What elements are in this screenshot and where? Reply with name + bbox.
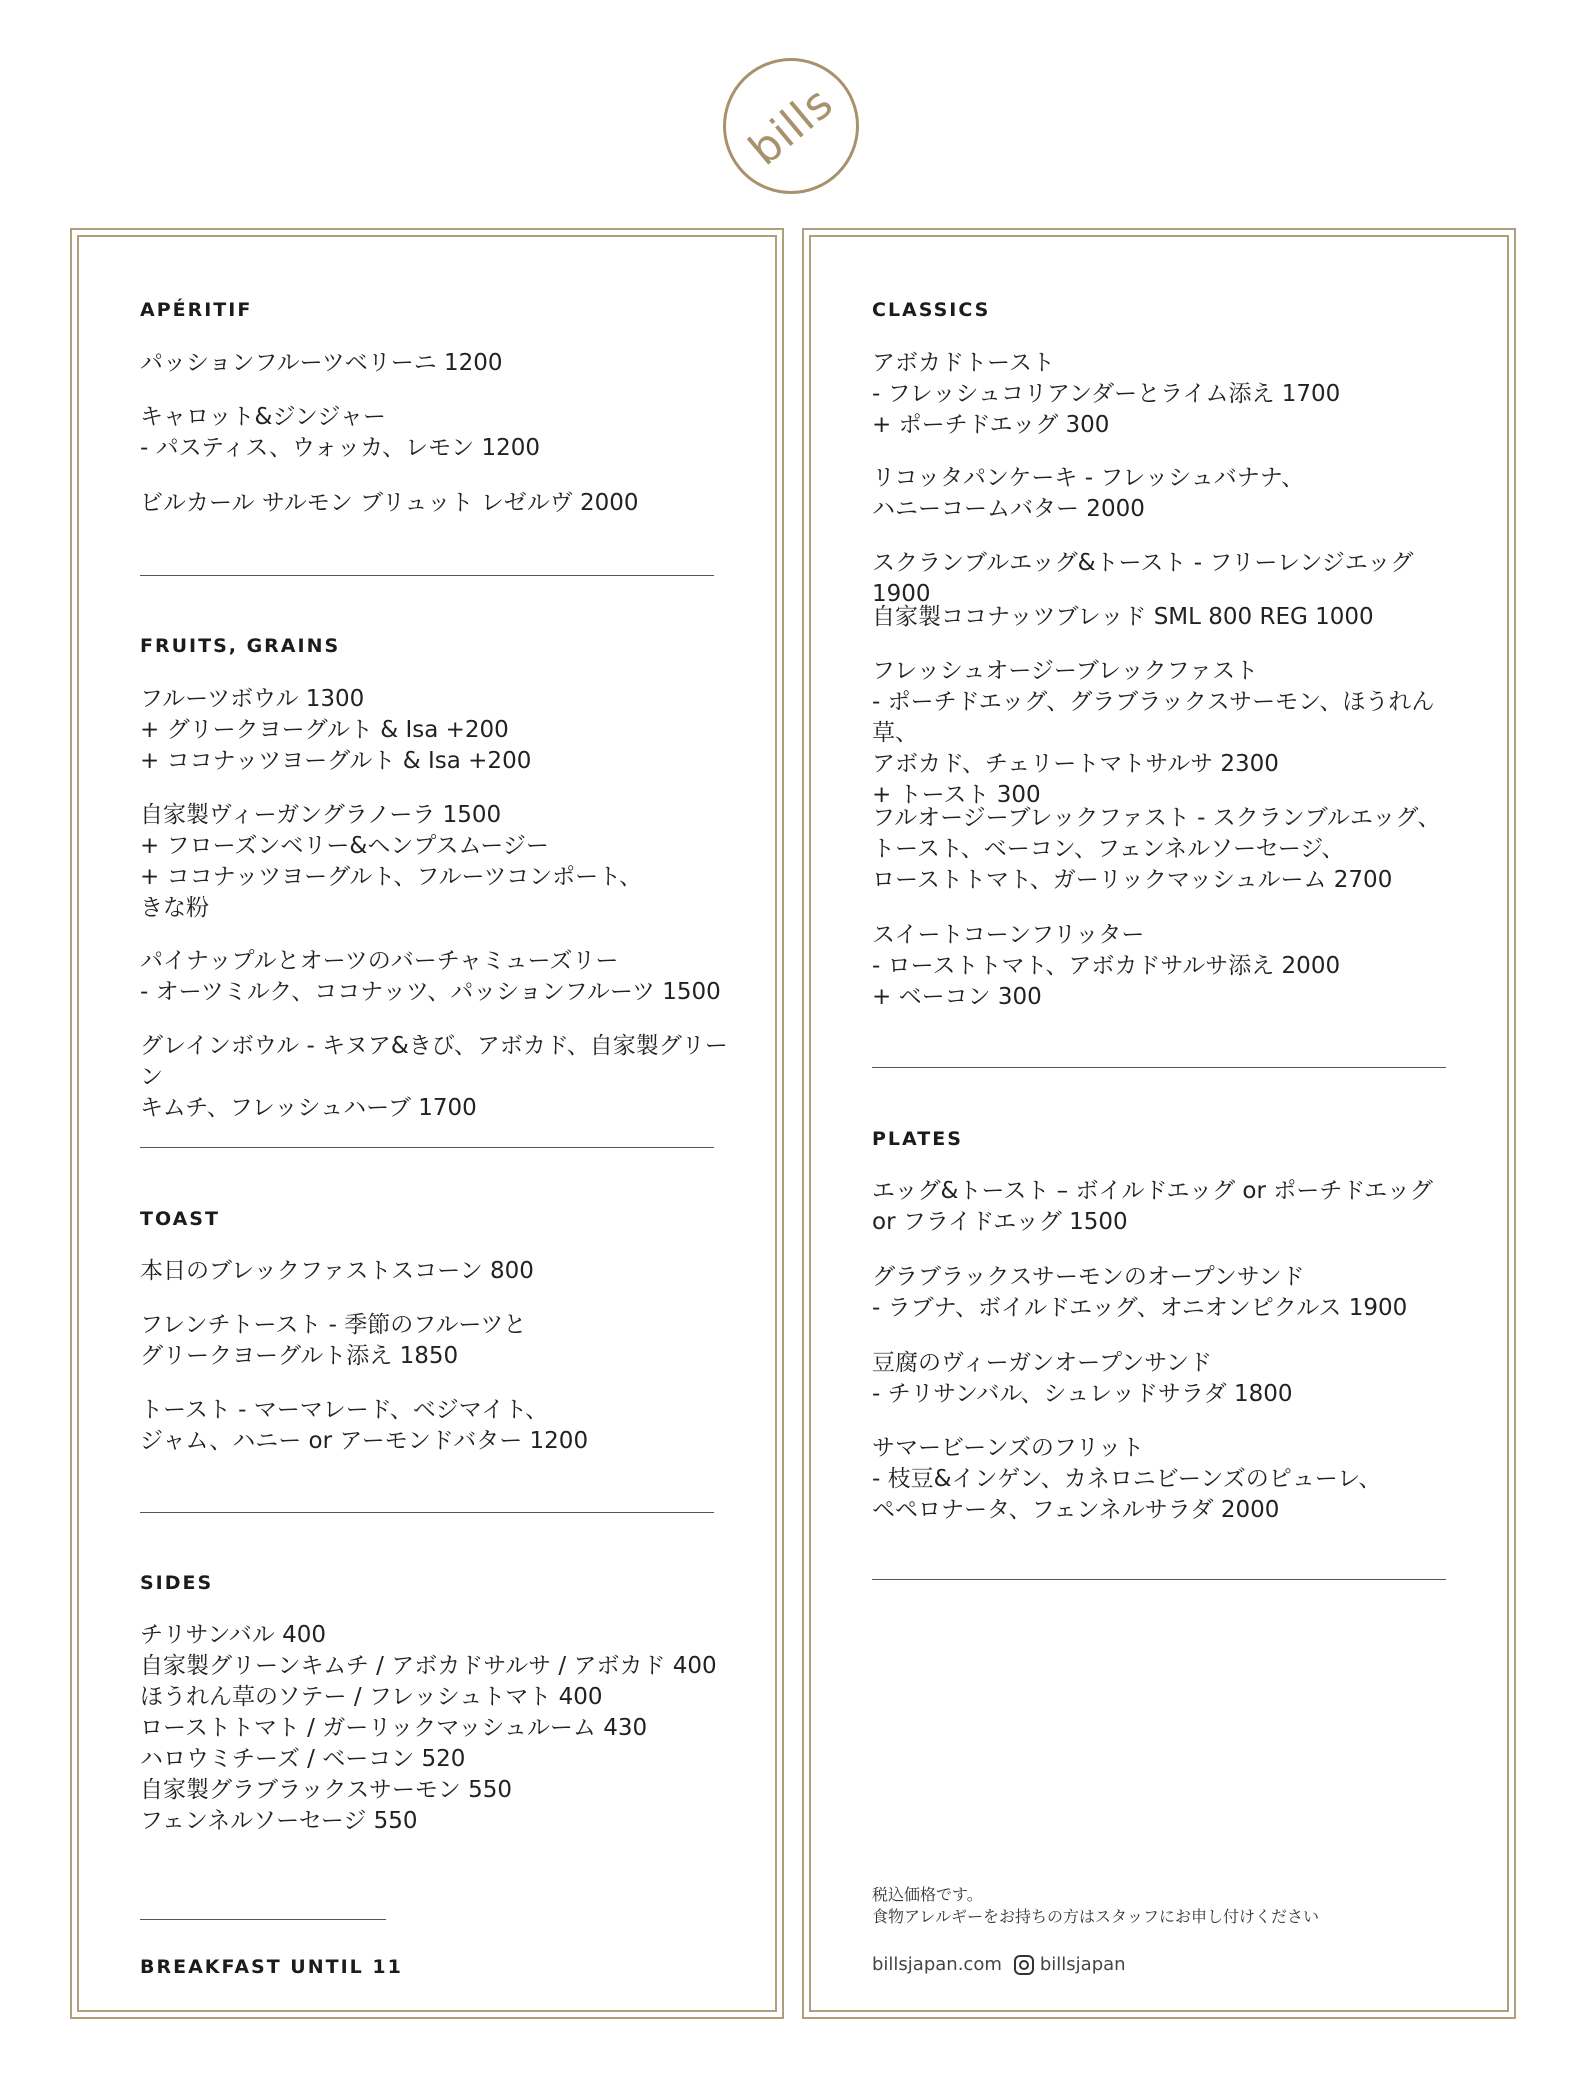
menu-item: スイートコーンフリッター - ローストトマト、アボカドサルサ添え 2000 + ベーコン 300	[872, 922, 1341, 1010]
section-divider	[140, 1512, 714, 1513]
menu-item: パッションフルーツベリーニ 1200	[140, 350, 503, 376]
menu-item: 自家製ヴィーガングラノーラ 1500 + フローズンベリー&ヘンプスムージー + ココナッツヨーグルト、フルーツコンポート、 きな粉	[140, 802, 642, 921]
menu-item: キャロット&ジンジャー - パスティス、ウォッカ、レモン 1200	[140, 404, 541, 461]
bills-logo	[723, 58, 859, 194]
menu-item: 本日のブレックファストスコーン 800	[140, 1258, 534, 1284]
menu-item: パイナップルとオーツのバーチャミューズリー - オーツミルク、ココナッツ、パッションフルーツ 1500	[140, 948, 721, 1005]
menu-item: フルオージーブレックファスト - スクランブルエッグ、 トースト、ベーコン、フェンネルソーセージ、 ローストトマト、ガーリックマッシュルーム 2700	[872, 805, 1441, 893]
section-title-toast: TOAST	[140, 1208, 220, 1230]
section-divider	[872, 1067, 1446, 1068]
logo-text: bills	[739, 76, 843, 176]
breakfast-hours: BREAKFAST UNTIL 11	[140, 1956, 403, 1978]
menu-item: 自家製ココナッツブレッド SML 800 REG 1000	[872, 604, 1374, 630]
menu-item: スクランブルエッグ&トースト - フリーレンジエッグ 1900	[872, 550, 1414, 607]
menu-item: ビルカール サルモン ブリュット レゼルヴ 2000	[140, 490, 639, 516]
section-divider	[140, 1147, 714, 1148]
instagram-icon	[1014, 1955, 1034, 1975]
section-divider	[872, 1579, 1446, 1580]
sides-list: チリサンバル 400 自家製グリーンキムチ / アボカドサルサ / アボカド 400 ほうれん草のソテー / フレッシュトマト 400 ローストトマト / ガーリックマッシュルーム 430 ハロウミチーズ / ベーコン 520 自家製グラブラックスサーモン 550 フェンネルソーセージ 550	[140, 1622, 717, 1834]
section-title-plates: PLATES	[872, 1128, 963, 1150]
section-title-aperitif: APÉRITIF	[140, 299, 253, 321]
price-allergy-note: 税込価格です。 食物アレルギーをお持ちの方はスタッフにお申し付けください	[872, 1885, 1319, 1926]
section-title-fruits-grains: FRUITS, GRAINS	[140, 635, 341, 657]
instagram-handle[interactable]: billsjapan	[1039, 1954, 1126, 1975]
right-menu-panel	[802, 228, 1516, 2019]
section-title-sides: SIDES	[140, 1572, 214, 1594]
section-divider	[140, 575, 714, 576]
menu-item: フレンチトースト - 季節のフルーツと グリークヨーグルト添え 1850	[140, 1312, 527, 1369]
menu-item: フレッシュオージーブレックファスト - ポーチドエッグ、グラブラックスサーモン、ほうれん草、 アボカド、チェリートマトサルサ 2300 + トースト 300	[872, 658, 1435, 808]
left-menu-panel	[70, 228, 784, 2019]
menu-item: エッグ&トースト – ボイルドエッグ or ポーチドエッグ or フライドエッグ 1500	[872, 1178, 1433, 1235]
contact-footer	[872, 1954, 1126, 1975]
menu-item: トースト - マーマレード、ベジマイト、 ジャム、ハニー or アーモンドバター 1200	[140, 1397, 589, 1454]
menu-item: アボカドトースト - フレッシュコリアンダーとライム添え 1700 + ポーチドエッグ 300	[872, 350, 1341, 438]
menu-item: リコッタパンケーキ - フレッシュバナナ、 ハニーコームバター 2000	[872, 465, 1305, 522]
website-link[interactable]: billsjapan.com	[872, 1954, 1002, 1975]
menu-item: フルーツボウル 1300 + グリークヨーグルト & Isa +200 + ココナッツヨーグルト & Isa +200	[140, 686, 532, 774]
menu-item: 豆腐のヴィーガンオープンサンド - チリサンバル、シュレッドサラダ 1800	[872, 1350, 1293, 1407]
menu-item: グレインボウル - キヌア&きび、アボカド、自家製グリーン キムチ、フレッシュハーブ 1700	[140, 1033, 728, 1121]
menu-item: サマービーンズのフリット - 枝豆&インゲン、カネロニビーンズのピューレ、 ペペロナータ、フェンネルサラダ 2000	[872, 1435, 1382, 1523]
section-title-classics: CLASSICS	[872, 299, 991, 321]
menu-item: グラブラックスサーモンのオープンサンド - ラブナ、ボイルドエッグ、オニオンピクルス 1900	[872, 1264, 1408, 1321]
section-divider	[140, 1919, 386, 1920]
